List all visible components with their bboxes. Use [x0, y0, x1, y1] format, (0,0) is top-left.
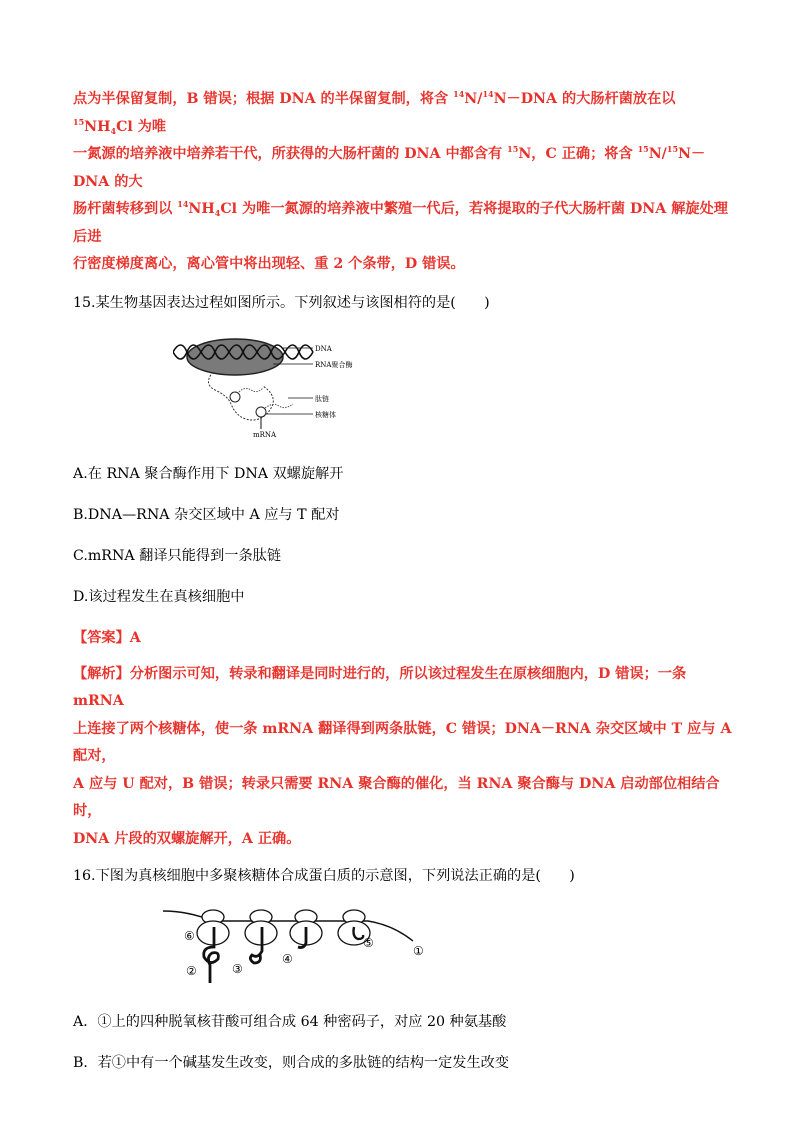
figure-gene-expression	[173, 334, 733, 444]
q15-analysis-line-4: DNA 片段的双螺旋解开，A 正确。	[73, 830, 301, 847]
label-4: ④	[282, 952, 293, 966]
q16-option-b: B．若①中有一个碱基发生改变，则合成的多肽链的结构一定发生改变	[73, 1055, 510, 1071]
explanation-14-line-1: 点为半保留复制，B 错误；根据 DNA 的半保留复制，将含 $^{14}$N/$^{14}$N－DNA 的大肠杆菌放在以 $^{15}NH_4Cl$ 为唯	[73, 89, 676, 136]
gene-expression-diagram	[173, 334, 413, 444]
question-16-stem: 16.下图为真核细胞中多聚核糖体合成蛋白质的示意图，下列说法正确的是( )	[73, 868, 575, 884]
q15-option-b: B.DNA—RNA 杂交区域中 A 应与 T 配对	[73, 506, 340, 523]
explanation-14-line-2: 一氮源的培养液中培养若干代，所获得的大肠杆菌的 DNA 中都含有 $^{15}$N，C 正确；将含 $^{15}$N/$^{15}$N－DNA 的大	[73, 144, 706, 190]
figure-polyribosome	[158, 907, 733, 995]
label-peptide: 肽链	[315, 394, 329, 403]
q15-answer: 【答案】A	[73, 629, 141, 646]
ribosome-1	[230, 392, 240, 402]
q15-analysis-line-1: 【解析】分析图示可知，转录和翻译是同时进行的，所以该过程发生在原核细胞内，D 错误；一条 mRNA	[73, 665, 687, 709]
q15-option-d: D.该过程发生在真核细胞中	[73, 588, 245, 605]
explanation-14	[73, 86, 733, 279]
q15-analysis	[73, 661, 733, 854]
label-5: ⑤	[363, 936, 374, 950]
peptide-chain-1	[239, 388, 263, 392]
q15-analysis-line-2: 上连接了两个核糖体，使一条 mRNA 翻译得到两条肽链，C 错误；DNA－RNA 杂交区域中 T 应与 A 配对，	[73, 720, 732, 764]
label-6: ⑥	[184, 929, 195, 943]
question-15-stem: 15.某生物基因表达过程如图所示。下列叙述与该图相符的是( )	[73, 294, 490, 311]
explanation-14-line-3: 肠杆菌转移到以 $^{14}NH_4Cl$ 为唯一氮源的培养液中繁殖一代后，若将提取的子代大肠杆菌 DNA 解旋处理后进	[73, 199, 728, 245]
explanation-14-line-4: 行密度梯度离心，离心管中将出现轻、重 2 个条带，D 错误。	[73, 256, 465, 272]
ribosome-2	[256, 407, 266, 417]
label-mrna: mRNA	[253, 430, 277, 439]
label-3: ③	[232, 962, 243, 976]
label-ribosome: 核糖体	[315, 410, 336, 419]
peptide-chain-2	[265, 404, 293, 408]
q15-option-c: C.mRNA 翻译只能得到一条肽链	[73, 547, 282, 564]
polyribosome-diagram	[158, 907, 458, 995]
label-2: ②	[186, 964, 197, 978]
q16-option-a: A．①上的四种脱氧核苷酸可组合成 64 种密码子，对应 20 种氨基酸	[73, 1014, 507, 1030]
page-content	[73, 86, 733, 1074]
label-dna: DNA	[315, 344, 332, 353]
label-1: ①	[413, 944, 424, 958]
q15-option-a: A.在 RNA 聚合酶作用下 DNA 双螺旋解开	[73, 465, 344, 482]
label-rna-polymerase: RNA聚合酶	[315, 360, 353, 369]
q15-analysis-line-3: A 应与 U 配对，B 错误；转录只需要 RNA 聚合酶的催化，当 RNA 聚合酶与 DNA 启动部位相结合时，	[73, 775, 720, 819]
